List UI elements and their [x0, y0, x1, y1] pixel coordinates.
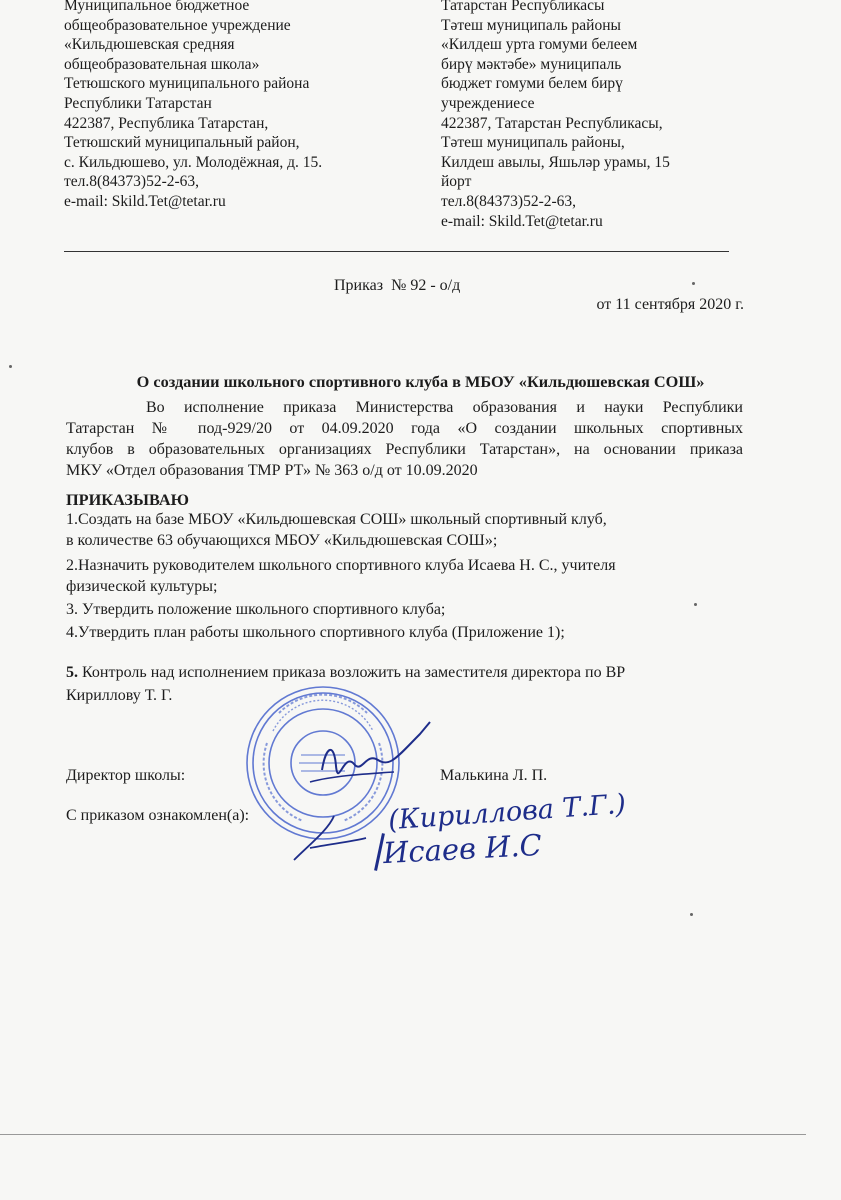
header-right-line: Килдеш авылы, Яшьләр урамы, 15: [441, 153, 670, 171]
preamble-line: клубов в образовательных организациях Республики Татарстан», на основании приказа: [66, 441, 743, 458]
header-left-line: «Кильдюшевская средняя: [64, 36, 235, 54]
order-item: в количестве 63 обучающихся МБОУ «Кильдюшевская СОШ»;: [66, 532, 498, 549]
header-right-line: 422387, Татарстан Республикасы,: [441, 114, 663, 132]
order-item: 3. Утвердить положение школьного спортивного клуба;: [66, 601, 446, 618]
header-left-line: с. Кильдюшево, ул. Молодёжная, д. 15.: [64, 153, 323, 171]
handwritten-acknowledgment-1: (Кириллова Т.Г.): [387, 788, 627, 837]
acquainted-label: С приказом ознакомлен(а):: [66, 807, 250, 824]
header-left-line: 422387, Республика Татарстан,: [64, 114, 269, 132]
director-label: Директор школы:: [66, 767, 186, 784]
order-item: 2.Назначить руководителем школьного спортивного клуба Исаева Н. С., учителя: [66, 557, 616, 574]
item-5-text: Контроль над исполнением приказа возложить на заместителя директора по ВР: [78, 664, 626, 681]
order-heading: ПРИКАЗЫВАЮ: [66, 490, 189, 509]
handwritten-acknowledgment-2: Исаев И.С: [382, 827, 543, 871]
header-right-line: тел.8(84373)52-2-63,: [441, 192, 577, 210]
header-left-line: Тетюшского муниципального района: [64, 75, 310, 93]
director-name: Малькина Л. П.: [440, 767, 548, 784]
preamble-line: Во исполнение приказа Министерства образования и науки Республики: [146, 399, 743, 416]
header-left-line: Республики Татарстан: [64, 94, 212, 112]
order-date: от 11 сентября 2020 г.: [596, 296, 744, 313]
order-item-5-continued: Кириллову Т. Г.: [66, 687, 173, 704]
header-left-line: общеобразовательное учреждение: [64, 16, 291, 34]
header-right-line: Татарстан Республикасы: [441, 0, 605, 14]
document-title: О создании школьного спортивного клуба в МБОУ «Кильдюшевская СОШ»: [136, 372, 705, 391]
header-right-line: Тәтеш муниципаль районы: [441, 16, 621, 34]
header-right-block: [441, 0, 670, 231]
header-left-block: [64, 0, 322, 212]
order-item: физической культуры;: [66, 578, 218, 595]
order-item: 4.Утвердить план работы школьного спортивного клуба (Приложение 1);: [66, 624, 565, 641]
scan-speck: [694, 603, 697, 606]
scan-speck: [9, 365, 12, 368]
header-right-line: учреждениесе: [441, 94, 535, 112]
header-left-line: тел.8(84373)52-2-63,: [64, 173, 200, 191]
order-item-5: [66, 662, 625, 683]
header-right-line: бирү мәктәбе» муниципаль: [441, 55, 622, 73]
scan-speck: [690, 913, 693, 916]
header-right-line: e-mail: Skild.Tet@tetar.ru: [441, 212, 603, 230]
header-right-line: Тәтеш муниципаль районы,: [441, 134, 625, 152]
scan-speck: [692, 282, 695, 285]
header-left-line: общеобразовательная школа»: [64, 55, 260, 73]
header-left-line: Муниципальное бюджетное: [64, 0, 250, 14]
header-left-line: Тетюшский муниципальный район,: [64, 134, 300, 152]
order-number: Приказ № 92 - о/д: [334, 277, 461, 294]
header-right-line: йорт: [441, 173, 472, 191]
order-item: 1.Создать на базе МБОУ «Кильдюшевская СОШ» школьный спортивный клуб,: [66, 511, 607, 528]
scan-edge-line: [0, 1134, 806, 1135]
item-5-number: 5.: [66, 664, 78, 681]
header-left-line: e-mail: Skild.Tet@tetar.ru: [64, 192, 226, 210]
preamble-line: Татарстан № под-929/20 от 04.09.2020 года «О создании школьных спортивных: [66, 420, 743, 437]
preamble-line: МКУ «Отдел образования ТМР РТ» № 363 о/д от 10.09.2020: [66, 462, 478, 479]
header-right-line: «Килдеш урта гомуми белеем: [441, 36, 638, 54]
header-right-line: бюджет гомуми белем бирү: [441, 75, 623, 93]
header-divider: [64, 251, 729, 252]
preamble-paragraph: [66, 397, 743, 481]
